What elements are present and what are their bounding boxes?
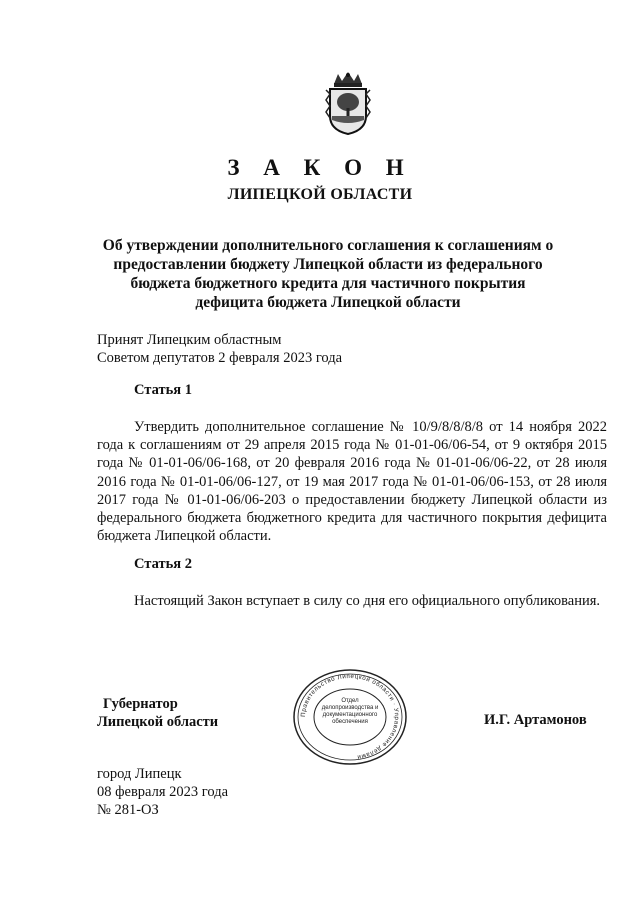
signer-position-line: Губернатор [103, 696, 178, 712]
signer-position-line: Липецкой области [97, 714, 219, 730]
article-1-heading: Статья 1 [134, 382, 192, 398]
coat-of-arms-emblem [324, 70, 372, 136]
article-1-text: Утвердить дополнительное соглашение № 10/9/8/8/8/8 от 14 ноября 2022 года к соглашениям от 29 апреля 2015 года № 01-01-06/06-54, от 9 октября 2015 года № 01-01-06/06-168, от 20 февраля 2016 года № 01-01-06/06-22, от 28 июля 2016 года № 01-01-06/06-127, от 19 мая 2017 года № 01-01-06/06-153, от 28 июля 2017 года № 01-01-06/06-203 о предоставлении бюджету Липецкой области из федерального бюджета бюджетного кредита для частичного покрытия дефицита бюджета Липецкой области. [97, 419, 607, 545]
adoption-note [97, 331, 342, 367]
law-region-heading: ЛИПЕЦКОЙ ОБЛАСТИ [227, 186, 413, 203]
footer-city: город Липецк [97, 766, 182, 782]
article-2-text: Настоящий Закон вступает в силу со дня его официального опубликования. [134, 593, 601, 609]
signer-name: И.Г. Артамонов [484, 712, 587, 728]
stamp-outer-text: Правительство Липецкой области · Управление делами [299, 672, 401, 761]
law-title: Об утверждении дополнительного соглашения к соглашениям о предоставлении бюджету Липецкой области из федерального бюджета бюджетного кредита для частичного покрытия дефицита бюджета Липецкой области [102, 237, 554, 311]
official-stamp [291, 668, 409, 766]
stamp-inner-text: Отдел делопроизводства и документационного обеспечения [321, 698, 379, 725]
article-2-heading: Статья 2 [134, 556, 192, 572]
document-footer [97, 765, 228, 819]
footer-date: 08 февраля 2023 года [97, 784, 229, 800]
footer-number: № 281-ОЗ [97, 802, 159, 818]
adoption-line: Советом депутатов 2 февраля 2023 года [97, 350, 343, 366]
signer-position [97, 695, 218, 731]
adoption-line: Принят Липецким областным [97, 332, 282, 348]
law-heading: З А К О Н [227, 155, 413, 180]
